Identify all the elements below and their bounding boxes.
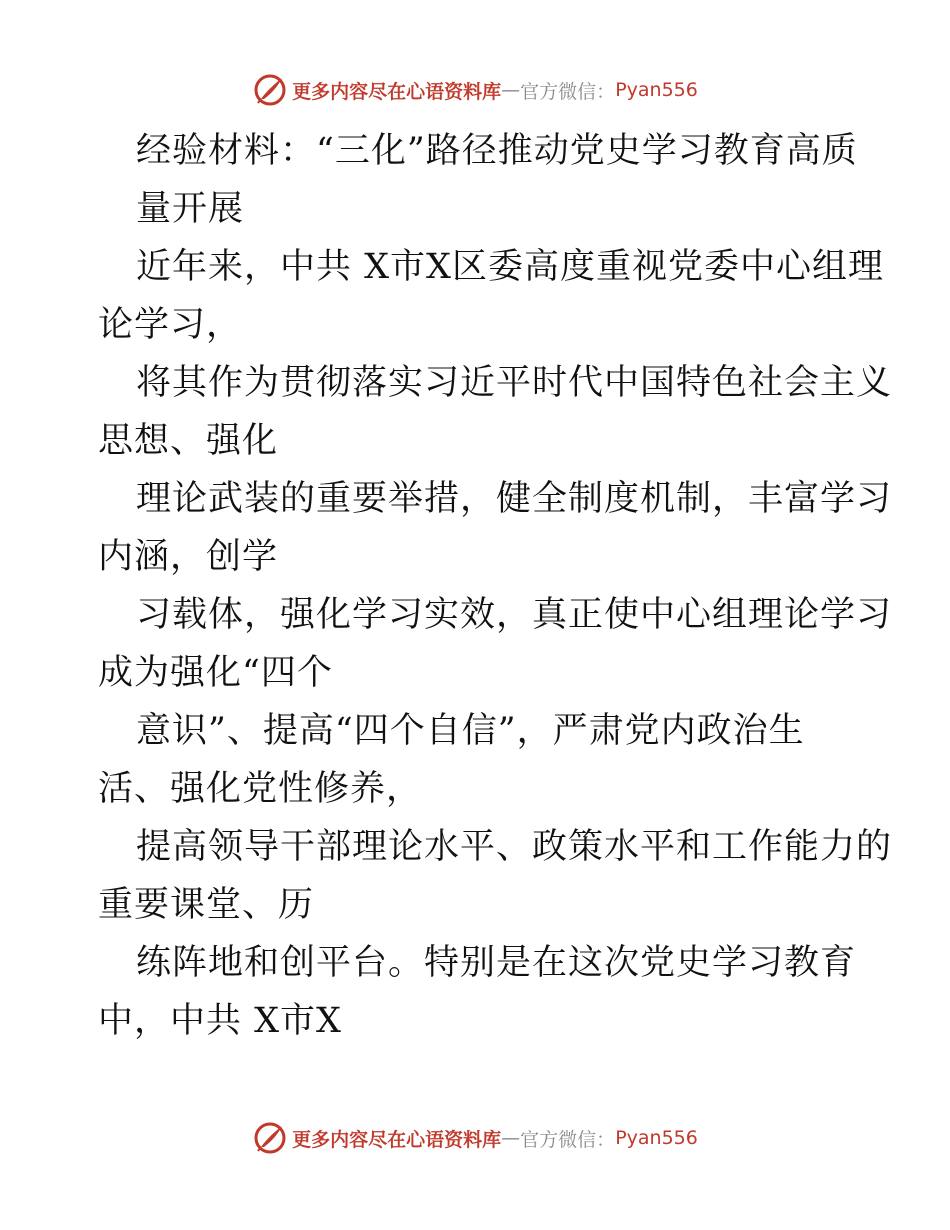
banner-wechat-id: Pyan556	[615, 79, 698, 101]
quill-pen-seal-icon	[252, 1120, 288, 1156]
banner-dash: —	[501, 79, 521, 101]
paragraph-line: 近年来，中共 X市X区委高度重视党委中心组理	[136, 247, 884, 287]
paragraph-line: 论学习，	[98, 305, 243, 345]
paragraph-line: 将其作为贯彻落实习近平时代中国特色社会主义	[136, 363, 893, 403]
paragraph-line: 活、强化党性修养，	[98, 769, 423, 809]
paragraph-line: 理论武装的重要举措，健全制度机制，丰富学习	[136, 479, 893, 519]
banner-wechat-id: Pyan556	[615, 1127, 698, 1149]
paragraph-line: 重要课堂、历	[98, 885, 315, 925]
paragraph-line: 成为强化“四个	[98, 653, 333, 693]
document-title-line-2: 量开展	[136, 189, 245, 229]
paragraph-line: 意识”、提高“四个自信”，严肃党内政治生	[136, 711, 805, 751]
paragraph-line: 提高领导干部理论水平、政策水平和工作能力的	[136, 827, 893, 867]
paragraph-line: 中，中共 X市X	[98, 1001, 342, 1041]
banner-dash: —	[501, 1127, 521, 1149]
paragraph-line: 内涵，创学	[98, 537, 279, 577]
paragraph-line: 思想、强化	[98, 421, 279, 461]
document-body	[98, 122, 898, 1050]
banner-lead-text: 更多内容尽在心语资料库	[292, 1128, 502, 1151]
banner-wechat-label: 官方微信：	[520, 80, 616, 103]
document-title-line-1: 经验材料：“三化”路径推动党史学习教育高质	[136, 131, 858, 171]
banner-lead-text: 更多内容尽在心语资料库	[292, 80, 502, 103]
paragraph-line: 练阵地和创平台。特别是在这次党史学习教育	[136, 943, 857, 983]
banner-wechat-label: 官方微信：	[520, 1128, 616, 1151]
footer-banner	[0, 1118, 950, 1158]
header-banner	[0, 70, 950, 110]
quill-pen-seal-icon	[252, 72, 288, 108]
paragraph-line: 习载体，强化学习实效，真正使中心组理论学习	[136, 595, 893, 635]
